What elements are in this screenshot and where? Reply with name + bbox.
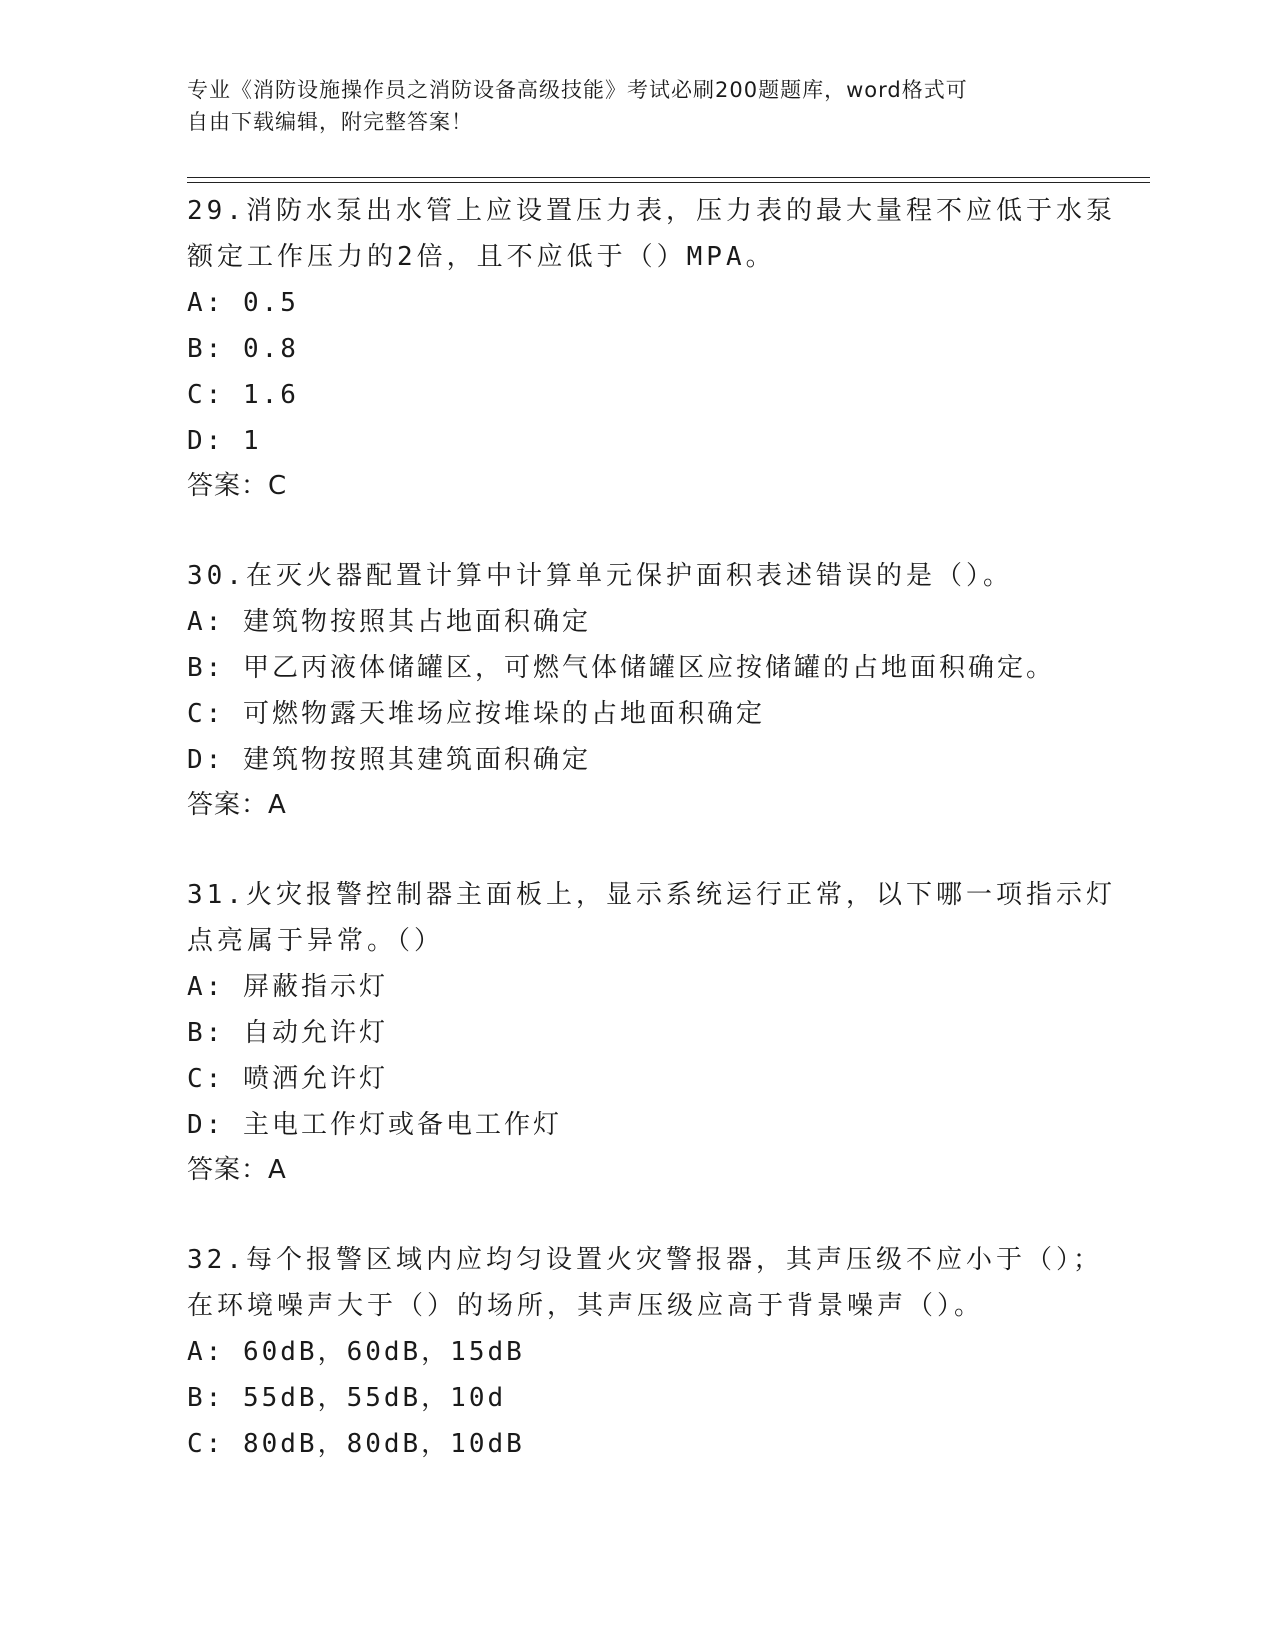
- header-divider-top: [187, 177, 1150, 178]
- answer: 答案：A: [187, 1155, 287, 1185]
- option-c: C: 1.6: [187, 380, 299, 410]
- option-a: A: 屏蔽指示灯: [187, 972, 388, 1002]
- question-text-line: 额定工作压力的2倍，且不应低于（）MPA。: [187, 242, 776, 272]
- header-line-2: 自由下载编辑，附完整答案！: [187, 110, 473, 134]
- question-text-line: 29.消防水泵出水管上应设置压力表，压力表的最大量程不应低于水泵: [187, 196, 1116, 226]
- question-text: [187, 872, 1116, 964]
- question-text: [187, 1237, 1103, 1329]
- option-d: D: 1: [187, 426, 262, 456]
- option-b: B: 自动允许灯: [187, 1018, 388, 1048]
- question-30: [187, 553, 1087, 827]
- answer: 答案：C: [187, 471, 288, 501]
- question-text-line: 30.在灭火器配置计算中计算单元保护面积表述错误的是（）。: [187, 561, 1013, 591]
- option-a: A: 建筑物按照其占地面积确定: [187, 607, 591, 637]
- option-d: D: 主电工作灯或备电工作灯: [187, 1110, 562, 1140]
- question-text-line: 31.火灾报警控制器主面板上，显示系统运行正常，以下哪一项指示灯: [187, 880, 1116, 910]
- question-32: [187, 1237, 1103, 1467]
- option-c: C: 可燃物露天堆场应按堆垛的占地面积确定: [187, 699, 765, 729]
- question-text: [187, 188, 1116, 280]
- option-b: B: 55dB，55dB，10d: [187, 1383, 507, 1413]
- option-b: B: 甲乙丙液体储罐区，可燃气体储罐区应按储罐的占地面积确定。: [187, 653, 1055, 683]
- question-29: [187, 188, 1116, 508]
- option-a: A: 0.5: [187, 288, 299, 318]
- header-line-1: 专业《消防设施操作员之消防设备高级技能》考试必刷200题题库，word格式可: [187, 78, 968, 102]
- question-text: [187, 553, 1087, 599]
- option-c: C: 喷洒允许灯: [187, 1064, 388, 1094]
- question-text-line: 点亮属于异常。（）: [187, 926, 445, 956]
- option-b: B: 0.8: [187, 334, 299, 364]
- question-text-line: 在环境噪声大于（）的场所，其声压级应高于背景噪声（）。: [187, 1291, 985, 1321]
- option-a: A: 60dB，60dB，15dB: [187, 1337, 525, 1367]
- option-c: C: 80dB，80dB，10dB: [187, 1429, 525, 1459]
- question-text-line: 32.每个报警区域内应均匀设置火灾警报器，其声压级不应小于（）；: [187, 1245, 1103, 1275]
- option-d: D: 建筑物按照其建筑面积确定: [187, 745, 591, 775]
- answer: 答案：A: [187, 790, 287, 820]
- question-list: [187, 188, 1116, 1512]
- document-header: [187, 74, 1067, 138]
- header-divider-bottom: [187, 182, 1150, 183]
- question-31: [187, 872, 1116, 1192]
